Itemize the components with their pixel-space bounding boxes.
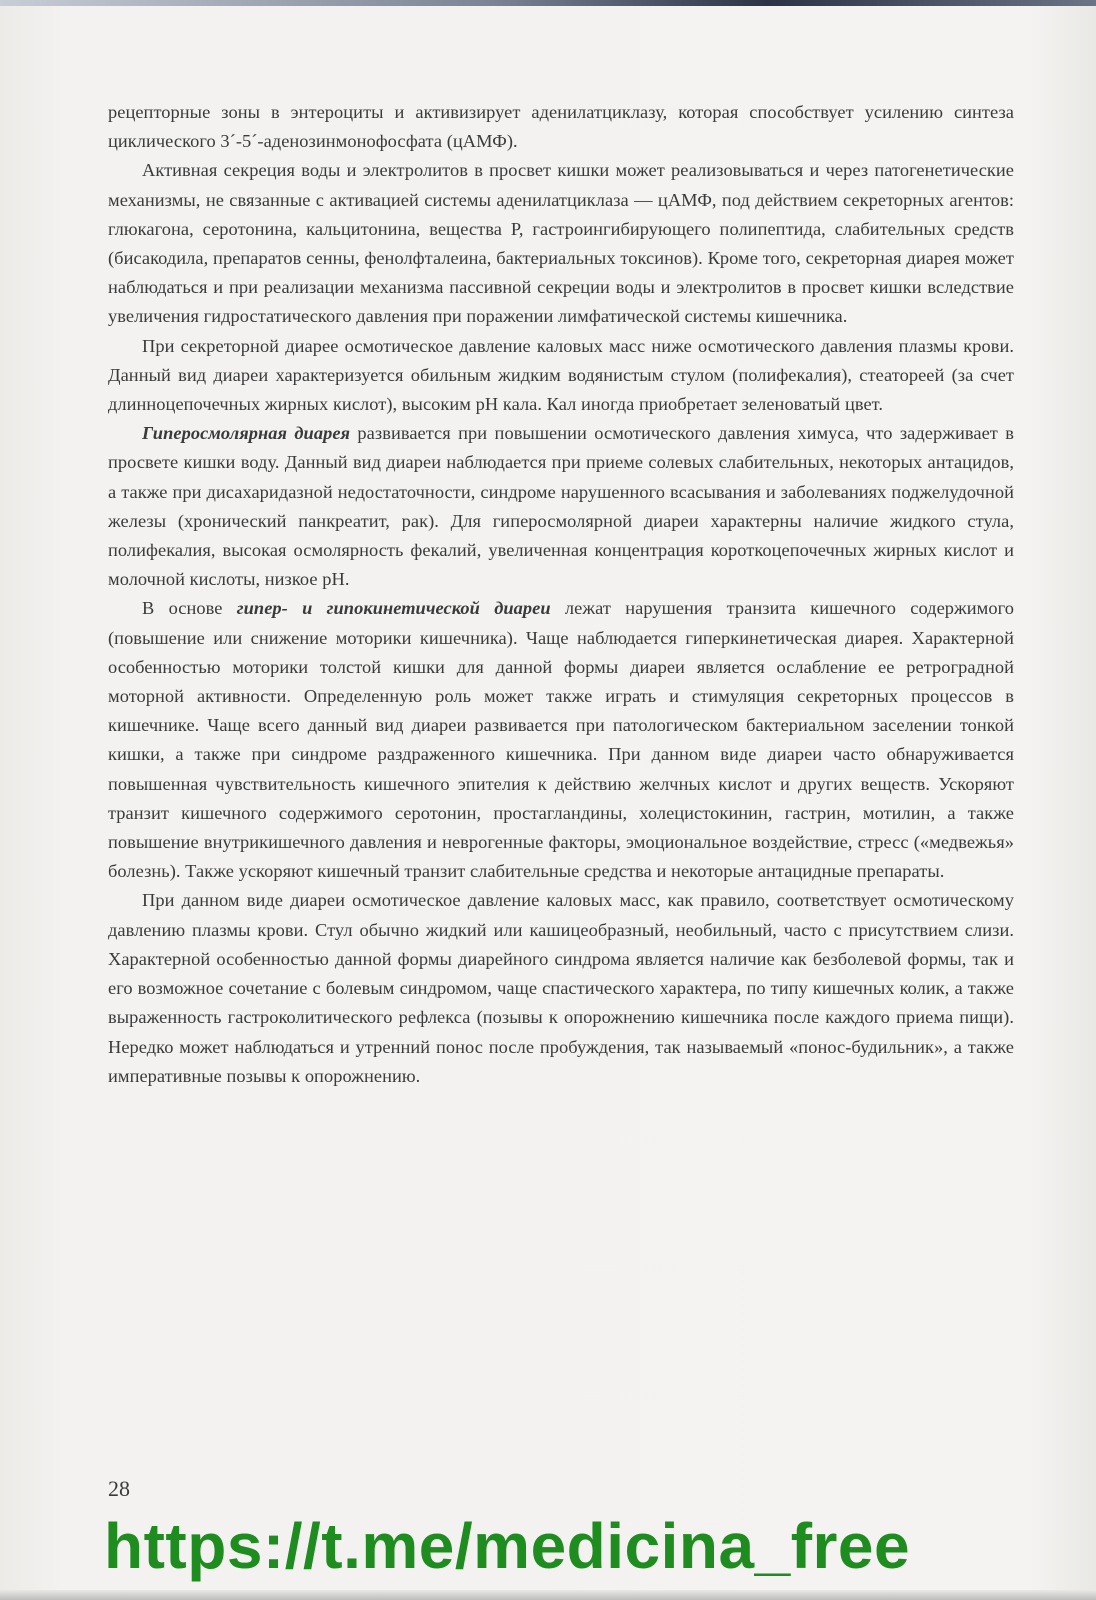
paragraph bbox=[108, 419, 1014, 594]
text-run: лежат нарушения транзита кишечного содержимого (повышение или снижение моторики кишечника). Чаще наблюдается гиперкинетическая диарея. Характерной особенностью моторики толстой кишки для данной формы диареи является ослабление ее ретроградной моторной активности. Определенную роль может также играть и стимуляция секреторных процессов в кишечнике. Чаще всего данный вид диареи развивается при патологическом бактериальном заселении тонкой кишки, а также при синдроме раздраженного кишечника. При данном виде диареи часто обнаруживается повышенная чувствительность кишечного эпителия к действию желчных кислот и других веществ. Ускоряют транзит кишечного содержимого серотонин, простагландины, холецистокинин, гастрин, мотилин, а также повышение внутрикишечного давления и неврогенные факторы, эмоциональное воздействие, стресс («медвежья» болезнь). Также ускоряют кишечный транзит слабительные средства и некоторые антацидные препараты. bbox=[108, 598, 1014, 882]
text-run: В основе bbox=[142, 598, 237, 619]
paragraph bbox=[108, 886, 1014, 1090]
text-run: При данном виде диареи осмотическое давление каловых масс, как правило, соответствует осмотическому давлению плазмы крови. Стул обычно жидкий или кашицеобразный, необильный, часто с присутствием слизи. Характерной особенностью данной формы диарейного синдрома является наличие как безболевой формы, так и его возможное сочетание с болевым синдромом, чаще спастического характера, по типу кишечных колик, а также выраженность гастроколитического рефлекса (позывы к опорожнению кишечника после каждого приема пищи). Нередко может наблюдаться и утренний понос после пробуждения, так называемый «понос-будильник», а также императивные позывы к опорожнению. bbox=[108, 890, 1014, 1086]
paragraph bbox=[108, 332, 1014, 420]
body-text bbox=[108, 98, 1014, 1091]
italic-term: гипер- и гипокинетической диареи bbox=[236, 598, 551, 619]
paragraph bbox=[108, 98, 1014, 156]
italic-term: Гиперосмолярная диарея bbox=[142, 423, 351, 444]
watermark-link[interactable]: https://t.me/medicina_free bbox=[104, 1510, 911, 1582]
paragraph bbox=[108, 156, 1014, 331]
page-number: 28 bbox=[108, 1476, 130, 1501]
text-run: При секреторной диарее осмотическое давление каловых масс ниже осмотического давления плазмы крови. Данный вид диареи характеризуется обильным жидким водянистым стулом (полифекалия), стеатореей (за счет длинноцепочечных жирных кислот), высоким pH кала. Кал иногда приобретает зеленоватый цвет. bbox=[108, 335, 1014, 415]
text-run: рецепторные зоны в энтероциты и активизирует аденилатциклазу, которая способствует усилению синтеза циклического 3´-5´-аденозинмонофосфата (цАМФ). bbox=[108, 102, 1014, 152]
text-run: развивается при повышении осмотического давления химуса, что задерживает в просвете кишки воду. Данный вид диареи наблюдается при приеме солевых слабительных, некоторых антацидов, а также при дисахаридазной недостаточности, синдроме нарушенного всасывания и заболеваниях поджелудочной железы (хронический панкреатит, рак). Для гиперосмолярной диареи характерны наличие жидкого стула, полифекалия, высокая осмолярность фекалий, увеличенная концентрация короткоцепочечных жирных кислот и молочной кислоты, низкое pH. bbox=[108, 423, 1015, 590]
text-run: Активная секреция воды и электролитов в просвет кишки может реализовываться и через патогенетические механизмы, не связанные с активацией системы аденилатциклаза — цАМФ, под действием секреторных агентов: глюкагона, серотонина, кальцитонина, вещества Р, гастроингибирующего полипептида, слабительных средств (бисакодила, препаратов сенны, фенолфталеина, бактериальных токсинов). Кроме того, секреторная диарея может наблюдаться и при реализации механизма пассивной секреции воды и электролитов в просвет кишки вследствие увеличения гидростатического давления при поражении лимфатической системы кишечника. bbox=[108, 160, 1014, 327]
scan-bottom-edge bbox=[0, 1590, 1096, 1600]
scan-top-edge bbox=[0, 0, 1096, 6]
paragraph bbox=[108, 594, 1014, 886]
